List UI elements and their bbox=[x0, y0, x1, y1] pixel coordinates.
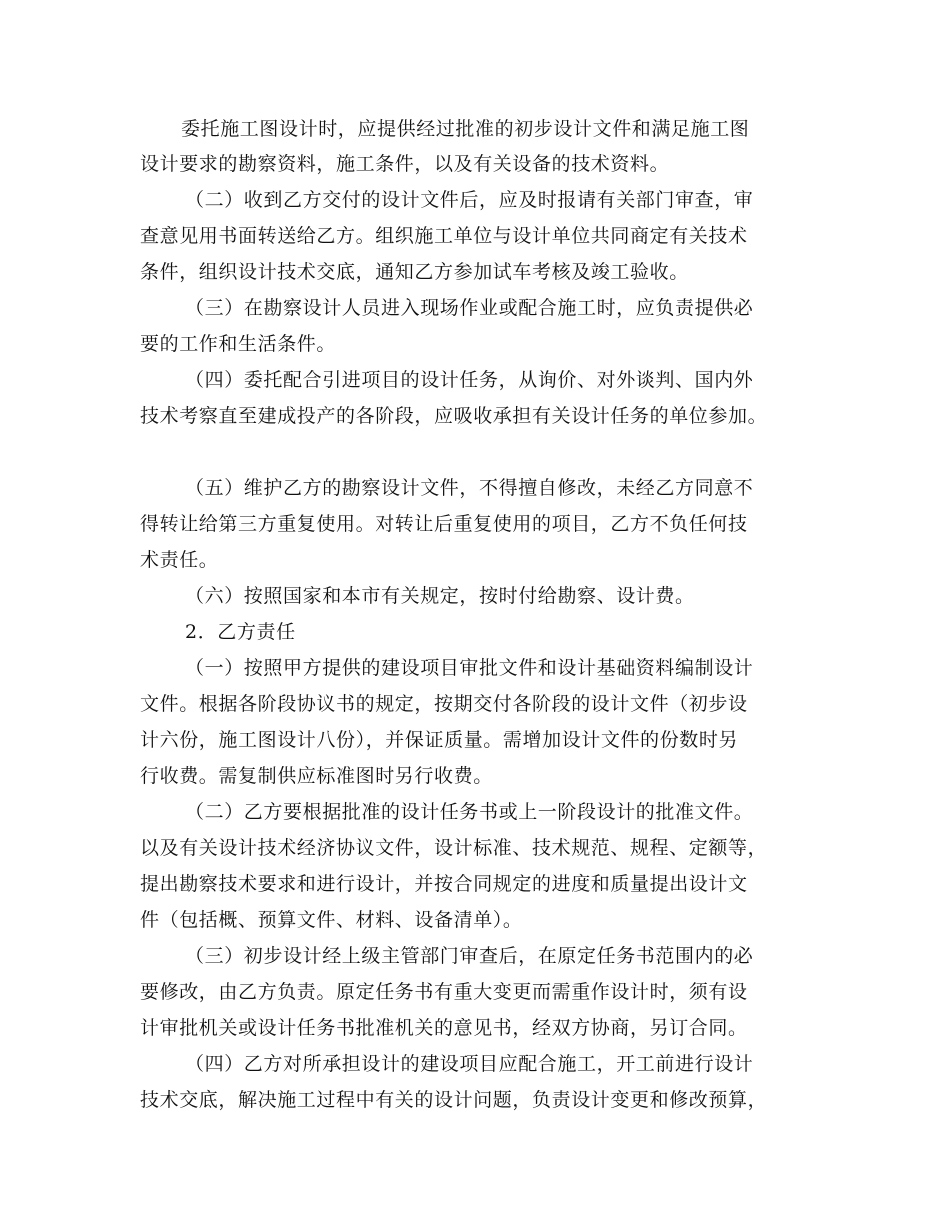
text-line: 设计要求的勘察资料，施工条件，以及有关设备的技术资料。 bbox=[140, 153, 670, 175]
text-line: （四）委托配合引进项目的设计任务，从询价、对外谈判、国内外 bbox=[185, 369, 754, 391]
text-line: 委托施工图设计时，应提供经过批准的初步设计文件和满足施工图 bbox=[181, 118, 750, 140]
text-line: 计审批机关或设计任务书批准机关的意见书，经双方协商，另订合同。 bbox=[140, 1017, 748, 1039]
text-line: 以及有关设计技术经济协议文件，设计标准、技术规范、规程、定额等， bbox=[140, 837, 768, 859]
text-line: （三）初步设计经上级主管部门审查后，在原定任务书范围内的必 bbox=[185, 945, 754, 967]
text-line: 文件。根据各阶段协议书的规定，按期交付各阶段的设计文件（初步设 bbox=[140, 693, 748, 715]
text-line: 件（包括概、预算文件、材料、设备清单）。 bbox=[140, 909, 523, 931]
text-line: 行收费。需复制供应标准图时另行收费。 bbox=[140, 765, 493, 787]
text-line: （五）维护乙方的勘察设计文件，不得擅自修改，未经乙方同意不 bbox=[185, 477, 754, 499]
text-line: 计六份，施工图设计八份），并保证质量。需增加设计文件的份数时另 bbox=[140, 729, 739, 751]
text-line: 要修改，由乙方负责。原定任务书有重大变更而需重作设计时，须有设 bbox=[140, 981, 748, 1003]
text-line: 术责任。 bbox=[140, 549, 219, 571]
text-line: 提出勘察技术要求和进行设计，并按合同规定的进度和质量提出设计文 bbox=[140, 873, 748, 895]
text-line: 得转让给第三方重复使用。对转让后重复使用的项目，乙方不负任何技 bbox=[140, 513, 748, 535]
text-line: （一）按照甲方提供的建设项目审批文件和设计基础资料编制设计 bbox=[185, 657, 754, 679]
section-heading: 2．乙方责任 bbox=[185, 621, 296, 643]
text-line: （二）收到乙方交付的设计文件后，应及时报请有关部门审查，审 bbox=[185, 189, 754, 211]
text-line: 技术考察直至建成投产的各阶段，应吸收承担有关设计任务的单位参加。 bbox=[140, 405, 768, 427]
text-line: （六）按照国家和本市有关规定，按时付给勘察、设计费。 bbox=[185, 585, 695, 607]
text-line: （四）乙方对所承担设计的建设项目应配合施工，开工前进行设计 bbox=[185, 1053, 754, 1075]
text-line: 要的工作和生活条件。 bbox=[140, 333, 337, 355]
text-line: 条件，组织设计技术交底，通知乙方参加试车考核及竣工验收。 bbox=[140, 261, 689, 283]
text-line: （二）乙方要根据批准的设计任务书或上一阶段设计的批准文件。 bbox=[185, 801, 754, 823]
text-line: 查意见用书面转送给乙方。组织施工单位与设计单位共同商定有关技术 bbox=[140, 225, 748, 247]
text-line: （三）在勘察设计人员进入现场作业或配合施工时，应负责提供必 bbox=[185, 297, 754, 319]
text-line: 技术交底，解决施工过程中有关的设计问题，负责设计变更和修改预算， bbox=[140, 1089, 768, 1111]
